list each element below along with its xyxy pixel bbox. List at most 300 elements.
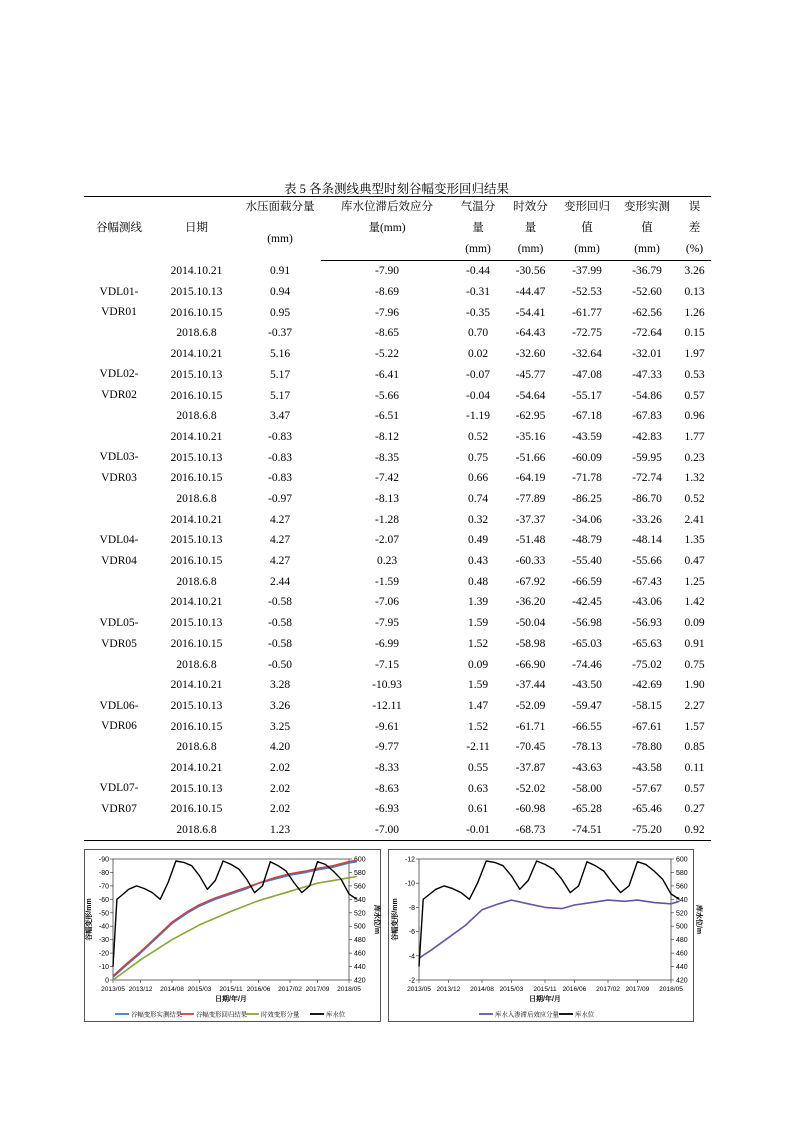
header-temp: 气温分 — [453, 197, 503, 219]
table-cell: -48.14 — [632, 534, 662, 547]
table-cell: 3.26 — [269, 699, 291, 712]
table-cell: -51.48 — [515, 534, 546, 547]
table-cell: 4.27 — [269, 513, 291, 526]
table-cell: -37.87 — [515, 762, 546, 775]
line-label: VDL01- — [99, 285, 139, 298]
table-cell: -43.06 — [632, 596, 662, 609]
table-cell: 1.57 — [684, 720, 705, 733]
table-row — [84, 613, 711, 634]
chart-panel-left — [84, 849, 381, 1022]
table-cell: 0.49 — [467, 534, 489, 547]
table-cell: 0.27 — [684, 803, 705, 816]
line-label — [84, 654, 154, 675]
table-cell: 1.90 — [684, 679, 705, 692]
table-row — [84, 323, 711, 344]
table-cell: 2018.6.8 — [176, 493, 217, 505]
table-cell: -32.60 — [515, 348, 546, 361]
table-row — [84, 675, 711, 696]
y2-tick-label: 520 — [354, 910, 366, 918]
table-cell: -58.00 — [572, 782, 602, 795]
x-tick-label: 2015/03 — [187, 986, 212, 993]
table-cell: -54.64 — [515, 389, 546, 402]
table-cell: -72.74 — [632, 472, 662, 485]
y2-tick-label: 420 — [354, 977, 366, 985]
x-tick-label: 2018/05 — [659, 986, 683, 993]
table-cell: 3.25 — [269, 720, 291, 733]
table-row — [84, 364, 711, 385]
line-label — [84, 509, 154, 530]
table-cell: -9.77 — [375, 741, 399, 754]
header-date: 日期 — [154, 197, 239, 261]
table-cell: -1.19 — [466, 410, 490, 423]
table-cell: -7.96 — [375, 306, 399, 319]
table-cell: -52.02 — [515, 782, 546, 795]
y2-tick-label: 440 — [354, 964, 366, 972]
table-row — [84, 344, 711, 365]
table-cell: -58.15 — [632, 699, 662, 712]
table-cell: -0.44 — [466, 265, 490, 278]
table-row — [84, 385, 711, 406]
table-cell: 0.94 — [269, 286, 291, 299]
table-cell: -32.64 — [572, 348, 602, 361]
table-cell: -32.01 — [632, 348, 662, 361]
table-cell: 0.32 — [467, 513, 489, 526]
table-cell: -65.03 — [572, 637, 602, 650]
table-cell: 0.61 — [467, 803, 489, 816]
table-cell: -8.12 — [375, 430, 399, 443]
table-cell: -86.25 — [572, 493, 602, 505]
y-tick-label: -30 — [98, 937, 109, 945]
table-cell: -42.83 — [632, 430, 662, 443]
table-cell: -72.64 — [632, 327, 662, 340]
y-tick-label: -10 — [404, 880, 415, 888]
table-row — [84, 654, 711, 675]
y2-tick-label: 540 — [354, 896, 366, 904]
table-cell: -64.19 — [515, 472, 546, 485]
y-tick-label: -60 — [98, 896, 109, 904]
table-row — [84, 489, 711, 510]
header-err: 误 — [678, 197, 711, 219]
table-row — [84, 778, 711, 799]
x-tick-label: 2013/12 — [128, 986, 153, 993]
line-label — [84, 592, 154, 613]
table-cell: 0.09 — [684, 617, 705, 630]
y-tick-label: -50 — [98, 910, 109, 918]
table-cell: 0.02 — [467, 348, 489, 361]
table-cell: -66.90 — [515, 658, 546, 671]
table-cell: -59.47 — [572, 699, 602, 712]
table-row — [84, 799, 711, 820]
table-cell: -0.58 — [268, 596, 292, 609]
table-cell: 1.47 — [467, 699, 489, 712]
y2-axis-title: 库水位/m — [373, 904, 380, 935]
table-cell: -34.06 — [572, 513, 602, 526]
y-tick-label: -80 — [98, 869, 109, 877]
table-cell: -65.46 — [632, 803, 662, 816]
table-cell: 0.15 — [684, 327, 705, 340]
y2-tick-label: 460 — [676, 950, 688, 958]
table-cell: -47.08 — [572, 368, 602, 381]
x-tick-label: 2018/05 — [337, 986, 361, 993]
table-cell: -67.18 — [572, 410, 602, 423]
y2-tick-label: 560 — [676, 883, 688, 891]
table-cell: -6.93 — [375, 803, 399, 816]
table-cell: 2016.10.15 — [170, 637, 223, 650]
table-cell: -7.90 — [375, 265, 399, 278]
x-tick-label: 2017/09 — [625, 986, 650, 993]
table-cell: 1.97 — [684, 348, 705, 361]
table-cell: -8.69 — [375, 286, 399, 299]
table-cell: 4.27 — [269, 534, 291, 547]
table-cell: -68.73 — [503, 820, 558, 841]
table-cell: -78.80 — [632, 741, 662, 754]
x-tick-label: 2015/11 — [219, 986, 243, 993]
table-cell: -0.83 — [268, 430, 292, 443]
table-cell: -7.06 — [375, 596, 399, 609]
table-cell: -55.40 — [572, 555, 602, 568]
table-cell: 0.70 — [467, 327, 489, 340]
table-cell: -64.43 — [515, 327, 546, 340]
header-reg-2: 值 — [581, 222, 593, 234]
table-cell: 1.59 — [467, 679, 489, 692]
legend-label: 库水位 — [326, 1011, 346, 1019]
header-line: 谷幅测线 — [84, 197, 154, 261]
table-row — [84, 447, 711, 468]
chart-lag-effect — [389, 850, 702, 1021]
table-cell: -1.28 — [375, 513, 399, 526]
table-cell: 2014.10.21 — [170, 762, 223, 775]
table-row — [84, 696, 711, 717]
table-cell: -50.04 — [515, 617, 546, 630]
table-cell: 1.35 — [684, 534, 705, 547]
table-cell: 3.26 — [684, 265, 705, 278]
header-meas: 变形实测 — [616, 197, 678, 219]
legend-label: 谷幅变形回归结果 — [196, 1011, 248, 1019]
line-label: VDL04- — [99, 534, 139, 547]
header-temp-2: 量 — [472, 222, 484, 234]
x-axis-title: 日期/年/月 — [215, 996, 247, 1003]
table-cell: 2014.10.21 — [170, 430, 223, 443]
table-cell: 0.23 — [684, 451, 705, 464]
table-cell: 0.48 — [467, 575, 489, 588]
table-cell: 0.47 — [684, 555, 705, 568]
y2-tick-label: 520 — [676, 910, 688, 918]
y2-axis-title: 库水位/m — [695, 904, 702, 935]
y-tick-label: -10 — [98, 964, 109, 972]
table-cell: -30.56 — [515, 265, 546, 278]
legend-label: 库水入渗滞后效应分量 — [495, 1011, 559, 1019]
table-cell: 2018.6.8 — [176, 741, 217, 754]
table-row — [84, 571, 711, 592]
y-tick-label: 0 — [105, 977, 109, 985]
x-tick-label: 2013/05 — [407, 986, 431, 993]
table-cell: -8.33 — [375, 762, 399, 775]
x-tick-label: 2016/06 — [562, 986, 587, 993]
table-cell: -60.09 — [572, 451, 602, 464]
table-cell: 2.02 — [269, 782, 291, 795]
table-cell: -5.22 — [375, 348, 399, 361]
table-cell: 2018.6.8 — [154, 820, 239, 841]
table-cell: -65.28 — [572, 803, 602, 816]
table-cell: 1.77 — [684, 430, 705, 443]
table-cell: 2016.10.15 — [170, 306, 223, 319]
line-label — [84, 344, 154, 365]
table-cell: -6.51 — [375, 410, 399, 423]
y-tick-label: -2 — [408, 977, 415, 985]
table-cell: -6.99 — [375, 637, 399, 650]
table-cell: 2018.6.8 — [176, 327, 217, 340]
y2-tick-label: 480 — [676, 937, 688, 945]
table-cell: 2016.10.15 — [170, 389, 223, 402]
header-lag: 库水位滞后效应分 — [321, 197, 453, 219]
legend-label: 时效变形分量 — [261, 1011, 300, 1019]
table-cell: -55.66 — [632, 555, 662, 568]
header-lag-2: 量(mm) — [368, 222, 406, 234]
table-cell: 3.28 — [269, 679, 291, 692]
table-cell: -0.01 — [453, 820, 503, 841]
table-cell: 5.17 — [269, 389, 291, 402]
table-caption: 表 5 各条测线典型时刻谷幅变形回归结果 — [283, 182, 509, 196]
table-cell: -62.56 — [632, 306, 662, 319]
x-tick-label: 2017/09 — [305, 986, 330, 993]
table-cell: 2016.10.15 — [170, 472, 223, 485]
table-cell: 1.23 — [239, 820, 321, 841]
y-tick-label: -4 — [408, 953, 415, 961]
table-cell: 2018.6.8 — [176, 410, 217, 423]
x-tick-label: 2017/02 — [278, 986, 302, 993]
table-cell: 1.52 — [467, 637, 489, 650]
regression-results-table — [84, 196, 711, 841]
line-label — [84, 323, 154, 344]
table-cell: -54.41 — [515, 306, 546, 319]
table-cell: 0.92 — [678, 820, 711, 841]
table-cell: -8.65 — [375, 327, 399, 340]
table-cell: -43.58 — [632, 762, 662, 775]
table-cell: 2014.10.21 — [170, 596, 223, 609]
table-cell: -12.11 — [372, 699, 402, 712]
table-cell: -33.26 — [632, 513, 662, 526]
table-cell: -75.20 — [616, 820, 678, 841]
table-cell: 3.47 — [269, 410, 291, 423]
header-meas-2: 值 — [641, 222, 653, 234]
table-cell: -59.95 — [632, 451, 662, 464]
series-line-0 — [419, 900, 679, 958]
line-label — [84, 737, 154, 758]
series-line-3 — [113, 861, 357, 967]
table-cell: 2014.10.21 — [170, 513, 223, 526]
table-cell: -8.13 — [375, 493, 399, 505]
table-cell: -7.42 — [375, 472, 399, 485]
table-cell: 2018.6.8 — [176, 575, 217, 588]
table-cell: -42.69 — [632, 679, 662, 692]
table-cell: 2014.10.21 — [170, 679, 223, 692]
table-cell: 1.26 — [684, 306, 705, 319]
table-cell: 0.95 — [269, 306, 291, 319]
y-axis-title: 谷幅变形/mm — [392, 898, 399, 941]
table-cell: -60.33 — [515, 555, 546, 568]
plot-frame — [113, 859, 349, 980]
line-label — [84, 571, 154, 592]
line-label: VDR07 — [101, 803, 137, 816]
table-cell: -36.20 — [515, 596, 546, 609]
table-cell: 1.42 — [684, 596, 705, 609]
table-cell: -58.98 — [515, 637, 546, 650]
table-row — [84, 302, 711, 323]
table-cell: 2014.10.21 — [170, 265, 223, 278]
table-cell: 0.57 — [684, 389, 705, 402]
table-row — [84, 530, 711, 551]
line-label — [84, 406, 154, 427]
table-cell: 0.91 — [269, 265, 291, 278]
table-cell: -67.43 — [632, 575, 662, 588]
chart-panel-right — [388, 849, 702, 1022]
table-cell: 0.53 — [684, 368, 705, 381]
line-label: VDR02 — [101, 389, 137, 402]
table-cell: -2.07 — [375, 534, 399, 547]
table-cell: -56.93 — [632, 617, 662, 630]
y2-tick-label: 600 — [354, 856, 366, 864]
line-label — [84, 261, 154, 282]
table-cell: -44.47 — [515, 286, 546, 299]
table-row — [84, 551, 711, 572]
table-cell: -74.46 — [572, 658, 602, 671]
table-cell: 2015.10.13 — [170, 368, 223, 381]
table-cell: 2015.10.13 — [170, 534, 223, 547]
table-cell: -8.35 — [375, 451, 399, 464]
table-cell: -35.16 — [515, 430, 546, 443]
table-cell: -62.95 — [515, 410, 546, 423]
chart-deformation — [85, 850, 380, 1021]
table-cell: -8.63 — [375, 782, 399, 795]
table-cell: 2.44 — [269, 575, 291, 588]
y2-tick-label: 560 — [354, 883, 366, 891]
table-cell: 1.39 — [467, 596, 489, 609]
table-cell: -7.15 — [375, 658, 399, 671]
table-row — [84, 282, 711, 303]
table-cell: 1.52 — [467, 720, 489, 733]
table-row — [84, 737, 711, 758]
table-cell: -42.45 — [572, 596, 602, 609]
table-cell: -67.83 — [632, 410, 662, 423]
table-cell: -7.95 — [375, 617, 399, 630]
table-cell: -0.83 — [268, 472, 292, 485]
line-label: VDR03 — [101, 471, 137, 484]
table-cell: -66.55 — [572, 720, 602, 733]
y-tick-label: -12 — [404, 856, 415, 864]
table-cell: -66.59 — [572, 575, 602, 588]
table-cell: -0.37 — [268, 327, 292, 340]
table-cell: 0.74 — [467, 493, 489, 505]
table-cell: -43.59 — [572, 430, 602, 443]
table-cell: -0.04 — [466, 389, 490, 402]
table-cell: -43.63 — [572, 762, 602, 775]
table-cell: -2.11 — [466, 741, 490, 754]
table-cell: -51.66 — [515, 451, 546, 464]
line-label: VDR05 — [101, 637, 137, 650]
line-label: VDR01 — [101, 306, 137, 319]
table-cell: -9.61 — [375, 720, 399, 733]
line-label: VDL02- — [99, 368, 139, 381]
table-cell: -70.45 — [515, 741, 546, 754]
table-cell: -5.66 — [375, 389, 399, 402]
table-cell: 2016.10.15 — [170, 803, 223, 816]
x-tick-label: 2015/11 — [533, 986, 557, 993]
y-tick-label: -70 — [98, 883, 109, 891]
table-cell: -77.89 — [515, 493, 546, 505]
series-line-0 — [113, 862, 357, 978]
line-label: VDR04 — [101, 554, 137, 567]
header-time-unit: (mm) — [503, 239, 558, 261]
table-cell: -0.58 — [268, 617, 292, 630]
x-tick-label: 2016/06 — [246, 986, 271, 993]
line-label — [84, 427, 154, 448]
line-label — [84, 758, 154, 779]
line-label: VDL03- — [99, 451, 139, 464]
table-cell: 0.13 — [684, 286, 705, 299]
table-cell: 1.59 — [467, 617, 489, 630]
y-tick-label: -90 — [98, 856, 109, 864]
table-cell: 0.57 — [684, 782, 705, 795]
line-label: VDR06 — [101, 720, 137, 733]
table-cell: -7.00 — [321, 820, 453, 841]
table-cell: 0.96 — [684, 410, 705, 423]
table-cell: 0.63 — [467, 782, 489, 795]
table-cell: -36.79 — [632, 265, 662, 278]
table-cell: 0.55 — [467, 762, 489, 775]
table-cell: -60.98 — [515, 803, 546, 816]
line-label — [84, 820, 154, 841]
table-cell: -71.78 — [572, 472, 602, 485]
line-label: VDL07- — [99, 782, 139, 795]
table-cell: -72.75 — [572, 327, 602, 340]
x-tick-label: 2014/08 — [470, 986, 494, 993]
table-cell: 0.52 — [684, 493, 705, 505]
table-cell: -78.13 — [572, 741, 602, 754]
table-cell: -67.61 — [632, 720, 662, 733]
table-row — [84, 261, 711, 282]
table-cell: 2015.10.13 — [170, 782, 223, 795]
table-cell: -67.92 — [515, 575, 546, 588]
y-tick-label: -40 — [98, 923, 109, 931]
table-cell: -86.70 — [632, 493, 662, 505]
table-cell: 0.91 — [684, 637, 705, 650]
table-cell: -56.98 — [572, 617, 602, 630]
table-row — [84, 468, 711, 489]
y2-tick-label: 460 — [354, 950, 366, 958]
table-cell: -0.31 — [466, 286, 490, 299]
table-cell: -0.83 — [268, 451, 292, 464]
table-cell: 0.75 — [467, 451, 489, 464]
table-row — [84, 509, 711, 530]
table-cell: 2015.10.13 — [170, 286, 223, 299]
table-cell: 2016.10.15 — [170, 720, 223, 733]
table-cell: -65.63 — [632, 637, 662, 650]
y2-tick-label: 600 — [676, 856, 688, 864]
table-cell: 0.85 — [684, 741, 705, 754]
table-cell: -75.02 — [632, 658, 662, 671]
y2-tick-label: 540 — [676, 896, 688, 904]
table-row — [84, 716, 711, 737]
table-cell: 2.41 — [684, 513, 705, 526]
table-cell: 0.23 — [376, 555, 398, 568]
table-cell: 5.17 — [269, 368, 291, 381]
table-cell: -0.97 — [268, 493, 292, 505]
y2-tick-label: 500 — [676, 923, 688, 931]
line-label — [84, 489, 154, 510]
table-row — [84, 406, 711, 427]
x-axis-title: 日期/年/月 — [529, 996, 561, 1003]
table-cell: 1.32 — [684, 472, 705, 485]
